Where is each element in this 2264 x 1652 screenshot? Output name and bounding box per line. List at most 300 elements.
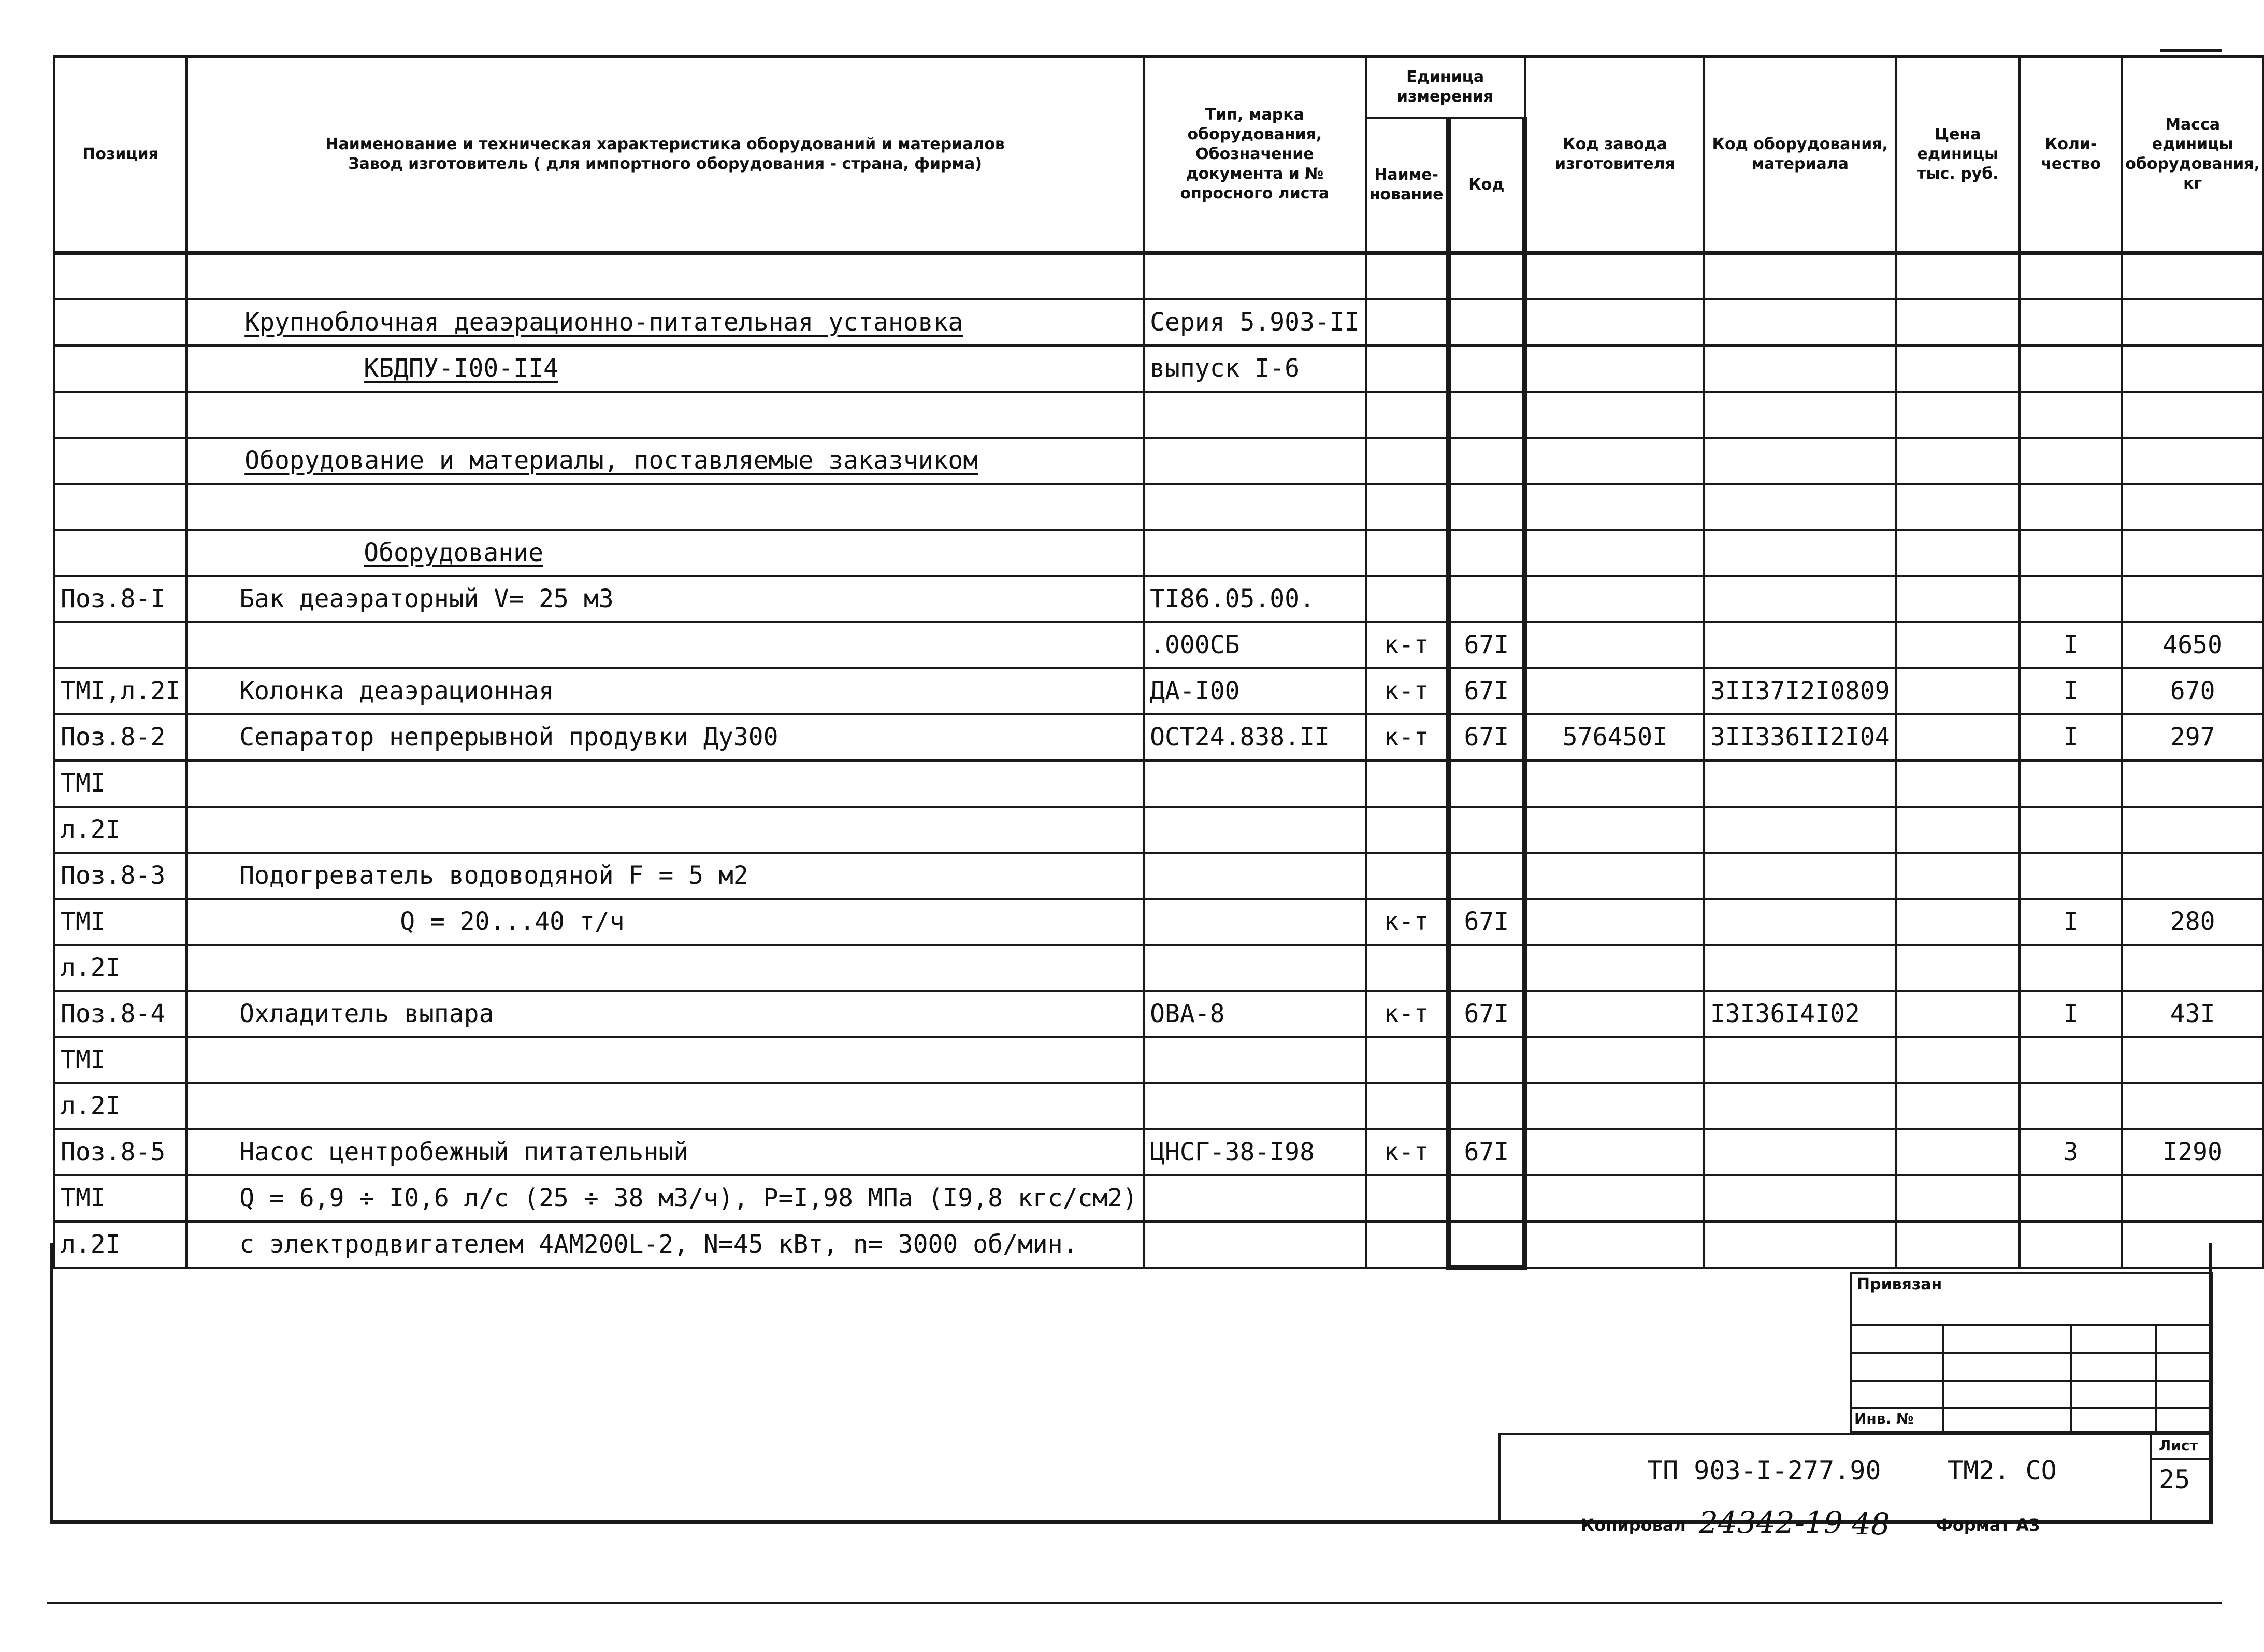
cell-unit [1366,438,1448,484]
cell-name [186,622,1144,668]
cell-unit [1366,346,1448,392]
cell-unit-text: к-т [1383,723,1429,752]
cell-equip [1704,899,1896,945]
table-row [54,622,2263,668]
cell-plant [1525,760,1704,807]
cell-mass [2122,1037,2263,1083]
cell-unit-text: к-т [1383,1138,1429,1167]
table-row [54,530,2263,576]
cell-equip [1704,853,1896,899]
cell-unit [1366,484,1448,530]
page-bottom-rule [47,1602,2222,1604]
cell-name [186,438,1144,484]
cell-name [186,899,1144,945]
cell-code [1448,299,1524,346]
cell-unit [1366,807,1448,853]
cell-plant [1525,1175,1704,1222]
cell-name [186,807,1144,853]
cell-pos-text: л.2I [61,1230,121,1259]
cell-pos-text: ТМI [61,769,106,798]
cell-pos [54,438,186,484]
cell-qty [2020,622,2122,668]
cell-equip [1704,484,1896,530]
cell-equip [1704,530,1896,576]
cell-name [186,484,1144,530]
cell-unit-text: к-т [1383,907,1429,936]
cell-pos [54,622,186,668]
cell-qty [2020,576,2122,622]
cell-equip [1704,438,1896,484]
cell-code [1448,1129,1524,1175]
cell-mass-text: 4650 [2162,630,2223,659]
cell-pos-text: Поз.8-5 [61,1138,166,1167]
cell-name [186,253,1144,299]
cell-qty [2020,392,2122,438]
cell-code [1448,899,1524,945]
cell-mass [2122,253,2263,299]
header-quantity: Коли-чество [2020,56,2122,253]
cell-price [1896,622,2020,668]
cell-qty [2020,299,2122,346]
cell-name [186,760,1144,807]
cell-plant [1525,945,1704,991]
cell-pos-text: Поз.8-3 [61,861,166,890]
header-price: Цена единицы тыс. руб. [1896,56,2020,253]
cell-pos [54,346,186,392]
cell-name-text: Колонка деаэрационная [239,677,554,706]
cell-name-text: Q = 20...40 т/ч [400,907,625,936]
cell-pos-text: ТМI [61,907,106,936]
bound-label: Привязан [1857,1275,1942,1294]
cell-name [186,668,1144,714]
cell-pos [54,1083,186,1129]
cell-equip [1704,1037,1896,1083]
cell-price [1896,1175,2020,1222]
copied-extra: 48 [1852,1506,1890,1542]
cell-equip [1704,1222,1896,1268]
cell-name [186,1129,1144,1175]
table-row [54,668,2263,714]
table-row [54,576,2263,622]
cell-plant [1525,299,1704,346]
cell-name [186,1175,1144,1222]
cell-price [1896,1037,2020,1083]
cell-qty-text: I [2063,999,2079,1028]
cell-name [186,346,1144,392]
cell-type [1144,899,1366,945]
cell-unit [1366,714,1448,760]
cell-pos-text: Поз.8-2 [61,723,166,752]
cell-qty-text: I [2063,723,2079,752]
cell-code-text: 67I [1464,907,1509,936]
cell-code [1448,530,1524,576]
table-row [54,760,2263,807]
cell-equip [1704,1175,1896,1222]
cell-unit [1366,299,1448,346]
cell-pos [54,299,186,346]
cell-mass [2122,1222,2263,1268]
cell-qty [2020,438,2122,484]
sheet-label: Лист [2159,1437,2198,1454]
bound-line-2 [1850,1352,2213,1354]
cell-pos [54,899,186,945]
cell-pos [54,576,186,622]
cell-type [1144,1129,1366,1175]
cell-unit-text: к-т [1383,999,1429,1028]
cell-unit [1366,1129,1448,1175]
table-body [54,253,2263,1268]
cell-qty [2020,760,2122,807]
cell-code [1448,1222,1524,1268]
cell-pos [54,1037,186,1083]
cell-unit [1366,760,1448,807]
cell-plant [1525,530,1704,576]
cell-price [1896,346,2020,392]
cell-code [1448,1083,1524,1129]
cell-qty [2020,853,2122,899]
cell-unit [1366,1083,1448,1129]
cell-type [1144,668,1366,714]
cell-plant [1525,853,1704,899]
header-plant-code: Код завода изготовителя [1525,56,1704,253]
cell-name-text: Бак деаэраторный V= 25 м3 [239,584,614,613]
header-name-line2: Завод изготовитель ( для импортного оборудования - страна, фирма) [348,154,982,173]
cell-type [1144,945,1366,991]
cell-code [1448,346,1524,392]
cell-price [1896,392,2020,438]
cell-unit [1366,253,1448,299]
cell-name-text: Оборудование и материалы, поставляемые заказчиком [244,446,978,475]
cell-pos [54,392,186,438]
cell-type-text: ОВА-8 [1150,999,1225,1028]
cell-name-text: Охладитель выпара [239,999,494,1028]
cell-price [1896,807,2020,853]
cell-plant [1525,346,1704,392]
cell-code-text: 67I [1464,723,1509,752]
table-row [54,714,2263,760]
cell-equip [1704,714,1896,760]
cell-pos [54,714,186,760]
cell-mass [2122,1175,2263,1222]
cell-plant [1525,807,1704,853]
cell-code [1448,991,1524,1037]
cell-code [1448,668,1524,714]
cell-pos [54,1222,186,1268]
inventory-label: Инв. № [1854,1410,1914,1427]
cell-code [1448,714,1524,760]
cell-price [1896,714,2020,760]
cell-qty [2020,1129,2122,1175]
table-row [54,1129,2263,1175]
cell-type [1144,991,1366,1037]
cell-name [186,853,1144,899]
header-name [186,56,1144,253]
cell-mass [2122,438,2263,484]
cell-mass-text: I290 [2162,1138,2223,1167]
document-number: ТП 903-I-277.90 [1647,1456,1881,1486]
cell-equip [1704,1083,1896,1129]
cell-type [1144,622,1366,668]
cell-qty [2020,1175,2122,1222]
cell-equip-text: I3I36I4I02 [1710,999,1860,1028]
cell-type [1144,853,1366,899]
cell-plant [1525,392,1704,438]
cell-price [1896,576,2020,622]
cell-price [1896,899,2020,945]
table-row [54,392,2263,438]
header-name-line1: Наименование и техническая характеристика оборудований и материалов [325,135,1005,153]
cell-qty [2020,346,2122,392]
cell-qty [2020,1037,2122,1083]
cell-equip [1704,253,1896,299]
cell-type [1144,484,1366,530]
cell-unit [1366,945,1448,991]
cell-plant [1525,438,1704,484]
cell-equip [1704,668,1896,714]
cell-plant [1525,668,1704,714]
cell-code [1448,392,1524,438]
cell-code [1448,253,1524,299]
cell-pos [54,991,186,1037]
cell-name-text: Подогреватель водоводяной F = 5 м2 [239,861,748,890]
cell-code [1448,945,1524,991]
table-row [54,253,2263,299]
cell-name [186,299,1144,346]
cell-pos [54,484,186,530]
cell-equip [1704,807,1896,853]
cell-price [1896,853,2020,899]
cell-price [1896,1222,2020,1268]
table-row [54,1083,2263,1129]
cell-price [1896,668,2020,714]
cell-name [186,1222,1144,1268]
bound-line-1 [1850,1324,2213,1326]
cell-type [1144,760,1366,807]
cell-unit [1366,1175,1448,1222]
header-mass: Масса единицы оборудования, кг [2122,56,2263,253]
format-label: Формат А3 [1936,1515,2041,1535]
cell-equip [1704,760,1896,807]
cell-name-text: с электродвигателем 4АМ200L-2, N=45 кВт, n= 3000 об/мин. [239,1230,1078,1259]
cell-pos [54,760,186,807]
cell-code [1448,484,1524,530]
cell-pos [54,668,186,714]
cell-qty-text: I [2063,630,2079,659]
copied-number: 24342-19 [1699,1505,1843,1540]
cell-mass [2122,392,2263,438]
cell-name-text: КБДПУ-I00-II4 [364,354,558,383]
cell-mass [2122,1129,2263,1175]
table-row [54,299,2263,346]
cell-mass [2122,299,2263,346]
cell-qty [2020,253,2122,299]
cell-type [1144,392,1366,438]
cell-unit [1366,622,1448,668]
header-unit-code: Код [1448,118,1524,253]
cell-qty [2020,991,2122,1037]
cell-price [1896,299,2020,346]
cell-qty [2020,807,2122,853]
cell-plant [1525,253,1704,299]
cell-code [1448,760,1524,807]
cell-equip [1704,346,1896,392]
cell-price [1896,530,2020,576]
cell-equip [1704,576,1896,622]
cell-type-text: ДА-I00 [1150,677,1240,706]
cell-mass [2122,945,2263,991]
cell-price [1896,1129,2020,1175]
table-row [54,991,2263,1037]
cell-plant-text: 576450I [1562,723,1668,752]
cell-type-text: TI86.05.00. [1150,584,1315,613]
cell-qty [2020,899,2122,945]
cell-price [1896,945,2020,991]
cell-qty [2020,714,2122,760]
cell-mass [2122,530,2263,576]
cell-type-text: .000СБ [1150,630,1240,659]
cell-unit-text: к-т [1383,630,1429,659]
cell-qty [2020,530,2122,576]
cell-pos-text: л.2I [61,953,121,982]
cell-equip [1704,392,1896,438]
cell-code [1448,622,1524,668]
document-code: ТМ2. СО [1948,1456,2057,1486]
cell-unit [1366,668,1448,714]
cell-name [186,530,1144,576]
cell-mass [2122,484,2263,530]
cell-name-text: Q = 6,9 ÷ I0,6 л/с (25 ÷ 38 м3/ч), P=I,98 МПа (I9,8 кгс/см2) [239,1184,1138,1213]
cell-type-text: ОСТ24.838.II [1150,723,1330,752]
cell-unit [1366,392,1448,438]
table-row [54,1037,2263,1083]
cell-plant [1525,576,1704,622]
cell-pos [54,807,186,853]
cell-mass [2122,991,2263,1037]
table-row [54,346,2263,392]
cell-type [1144,1222,1366,1268]
cell-name-text: Сепаратор непрерывной продувки Ду300 [239,723,778,752]
cell-pos-text: л.2I [61,815,121,844]
cell-qty [2020,668,2122,714]
bound-line-4 [1850,1407,2213,1409]
cell-type [1144,346,1366,392]
cell-name [186,1083,1144,1129]
cell-unit [1366,853,1448,899]
cell-name [186,576,1144,622]
table-row [54,484,2263,530]
cell-type [1144,714,1366,760]
cell-mass-text: 297 [2170,723,2215,752]
cell-unit [1366,576,1448,622]
cell-pos [54,1175,186,1222]
cell-unit [1366,1037,1448,1083]
cell-mass [2122,576,2263,622]
cell-name [186,991,1144,1037]
cell-type-text: выпуск I-6 [1150,354,1300,383]
cell-mass [2122,668,2263,714]
cell-qty-text: 3 [2063,1138,2079,1167]
cell-mass [2122,1083,2263,1129]
cell-qty [2020,484,2122,530]
cell-price [1896,438,2020,484]
specification-table [53,55,2264,1270]
cell-mass-text: 280 [2170,907,2215,936]
cell-unit [1366,530,1448,576]
cell-mass [2122,853,2263,899]
cell-price [1896,253,2020,299]
cell-code-text: 67I [1464,999,1509,1028]
cell-qty-text: I [2063,907,2079,936]
cell-pos [54,530,186,576]
cell-price [1896,760,2020,807]
sheet-number: 25 [2159,1464,2190,1495]
cell-plant [1525,622,1704,668]
cell-pos-text: л.2I [61,1091,121,1121]
cell-price [1896,484,2020,530]
copied-label: Копировал [1581,1515,1686,1535]
cell-plant [1525,899,1704,945]
cell-qty [2020,1083,2122,1129]
cell-pos-text: ТМI,л.2I [61,677,181,706]
cell-qty-text: I [2063,677,2079,706]
cell-type [1144,530,1366,576]
cell-equip-text: 3II336II2I04 [1710,723,1890,752]
cell-pos-text: Поз.8-4 [61,999,166,1028]
cell-equip [1704,991,1896,1037]
cell-mass-text: 43I [2170,999,2215,1028]
cell-name [186,392,1144,438]
cell-unit [1366,991,1448,1037]
cell-pos [54,853,186,899]
cell-equip-text: 3II37I2I0809 [1710,677,1890,706]
cell-name-text: Крупноблочная деаэрационно-питательная установка [244,308,963,337]
cell-mass [2122,714,2263,760]
table-row [54,853,2263,899]
header-position: Позиция [54,56,186,253]
table-row [54,438,2263,484]
cell-equip [1704,1129,1896,1175]
cell-code [1448,807,1524,853]
cell-unit [1366,899,1448,945]
cell-mass [2122,899,2263,945]
cell-type [1144,1175,1366,1222]
cell-unit [1366,1222,1448,1268]
cell-type [1144,1083,1366,1129]
cell-plant [1525,991,1704,1037]
cell-code [1448,1175,1524,1222]
cell-plant [1525,1222,1704,1268]
table-row [54,1175,2263,1222]
bound-vline-3 [2155,1324,2157,1433]
cell-name [186,1037,1144,1083]
cell-code-text: 67I [1464,1138,1509,1167]
cell-plant [1525,484,1704,530]
cell-price [1896,991,2020,1037]
cell-mass [2122,622,2263,668]
cell-pos [54,945,186,991]
cell-mass [2122,760,2263,807]
cell-name-text: Насос центробежный питательный [239,1138,689,1167]
cell-name [186,945,1144,991]
cell-code [1448,853,1524,899]
table-row [54,945,2263,991]
bound-vline-2 [2070,1324,2072,1433]
left-frame-line [50,1243,53,1523]
header-equipment-code: Код оборудования, материала [1704,56,1896,253]
cell-equip [1704,299,1896,346]
table-row [54,1222,2263,1268]
cell-pos [54,1129,186,1175]
